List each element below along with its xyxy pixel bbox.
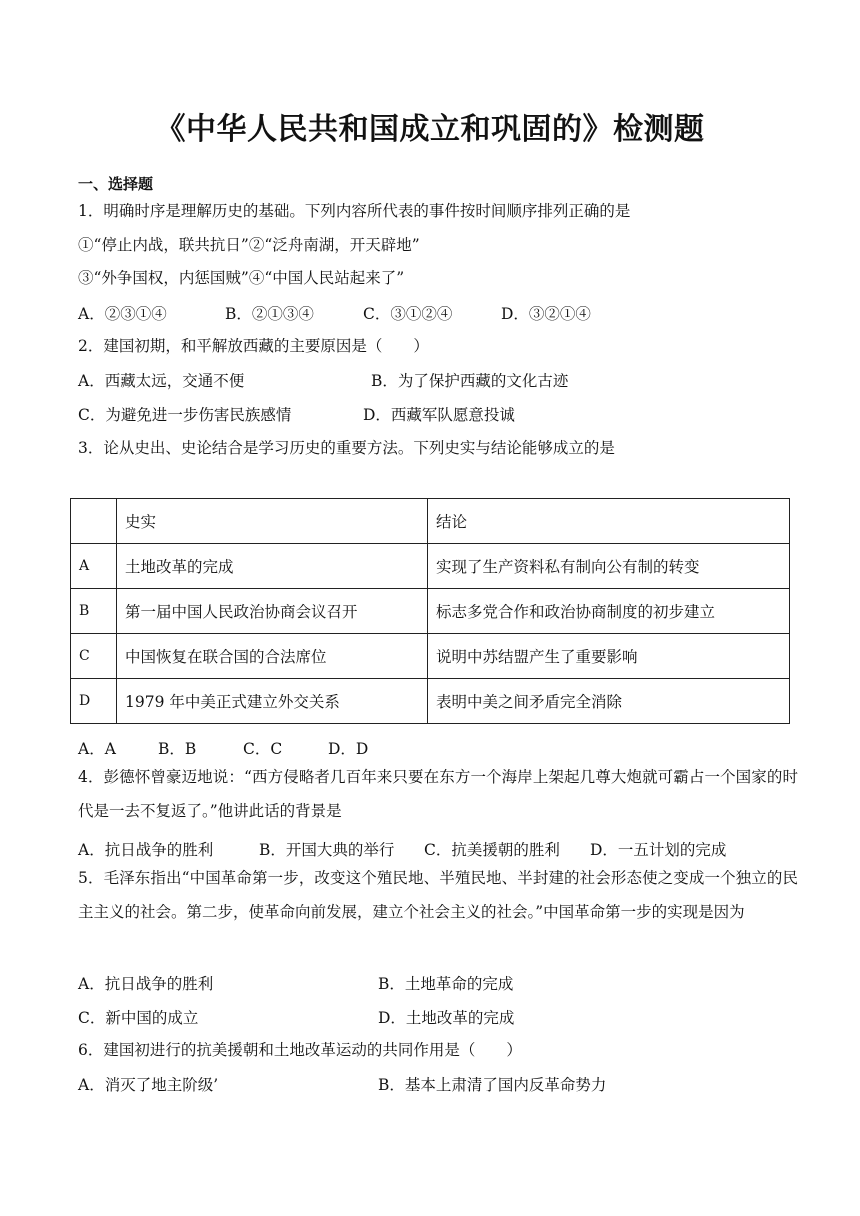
question-5-option-a[interactable]: A．抗日战争的胜利 [78, 975, 214, 993]
page-title: 《中华人民共和国成立和巩固的》检测题 [155, 112, 705, 147]
question-1-item-line: ③“外争国权，内惩国贼”④“中国人民站起来了” [78, 269, 405, 287]
table-cell: 中国恢复在联合国的合法席位 [117, 634, 428, 679]
question-1-option-d[interactable]: D．③②①④ [501, 305, 591, 323]
question-4-option-b[interactable]: B．开国大典的举行 [259, 841, 395, 859]
table-row [71, 679, 790, 724]
question-2-option-b[interactable]: B．为了保护西藏的文化古迹 [371, 372, 569, 390]
question-6-option-b[interactable]: B．基本上肃清了国内反革命势力 [378, 1076, 607, 1094]
question-5-stem: 5．毛泽东指出“中国革命第一步，改变这个殖民地、半殖民地、半封建的社会形态使之变成一个独立的民主主义的社会。第二步，使革命向前发展，建立个社会主义的社会。”中国革命第一步的实现是因为 [78, 869, 798, 921]
table-cell: C [71, 634, 117, 679]
question-2-option-a[interactable]: A．西藏太远，交通不便 [78, 372, 245, 390]
question-3-option-d[interactable]: D．D [328, 740, 369, 758]
question-4-option-a[interactable]: A．抗日战争的胜利 [78, 841, 214, 859]
question-2-option-d[interactable]: D．西藏军队愿意投诚 [363, 406, 515, 424]
table-cell: B [71, 589, 117, 634]
table-header-cell: 史实 [117, 499, 428, 544]
question-5-option-b[interactable]: B．土地革命的完成 [378, 975, 514, 993]
question-1-option-a[interactable]: A．②③①④ [78, 305, 167, 323]
question-6-option-a[interactable]: A．消灭了地主阶级’ [78, 1076, 219, 1094]
question-5-option-c[interactable]: C．新中国的成立 [78, 1009, 199, 1027]
question-4-stem: 4．彭德怀曾豪迈地说：“西方侵略者几百年来只要在东方一个海岸上架起几尊大炮就可霸占一个国家的时代是一去不复返了。”他讲此话的背景是 [78, 768, 798, 820]
question-1-stem: 1．明确时序是理解历史的基础。下列内容所代表的事件按时间顺序排列正确的是 [78, 202, 631, 220]
table-cell: 土地改革的完成 [117, 544, 428, 589]
table-row [71, 589, 790, 634]
table-cell: 1979 年中美正式建立外交关系 [117, 679, 428, 724]
question-1-option-b[interactable]: B．②①③④ [225, 305, 314, 323]
question-4-option-c[interactable]: C．抗美援朝的胜利 [424, 841, 560, 859]
question-1-option-c[interactable]: C．③①②④ [363, 305, 453, 323]
question-1-item-line: ①“停止内战，联共抗日”②“泛舟南湖，开天辟地” [78, 236, 420, 254]
table-row [71, 634, 790, 679]
question-2-option-c[interactable]: C．为避免进一步伤害民族感情 [78, 406, 292, 424]
question-2-stem: 2．建国初期，和平解放西藏的主要原因是（ ） [78, 337, 429, 355]
table-cell: 表明中美之间矛盾完全消除 [428, 679, 790, 724]
table-cell: 标志多党合作和政治协商制度的初步建立 [428, 589, 790, 634]
table-cell: D [71, 679, 117, 724]
section-heading: 一、选择题 [78, 175, 154, 193]
table-header-row [71, 499, 790, 544]
table-header-cell [71, 499, 117, 544]
table-cell: 第一届中国人民政治协商会议召开 [117, 589, 428, 634]
table-cell: 实现了生产资料私有制向公有制的转变 [428, 544, 790, 589]
question-3-option-b[interactable]: B．B [158, 740, 197, 758]
question-3-option-c[interactable]: C．C [243, 740, 283, 758]
table-cell: A [71, 544, 117, 589]
table-cell: 说明中苏结盟产生了重要影响 [428, 634, 790, 679]
question-5-option-d[interactable]: D．土地改革的完成 [378, 1009, 515, 1027]
table-header-cell: 结论 [428, 499, 790, 544]
table-row [71, 544, 790, 589]
question-3-option-a[interactable]: A．A [78, 740, 116, 758]
facts-table [70, 498, 790, 724]
question-4-option-d[interactable]: D．一五计划的完成 [590, 841, 727, 859]
question-3-stem: 3．论从史出、史论结合是学习历史的重要方法。下列史实与结论能够成立的是 [78, 439, 615, 457]
question-6-stem: 6．建国初进行的抗美援朝和土地改革运动的共同作用是（ ） [78, 1041, 522, 1059]
